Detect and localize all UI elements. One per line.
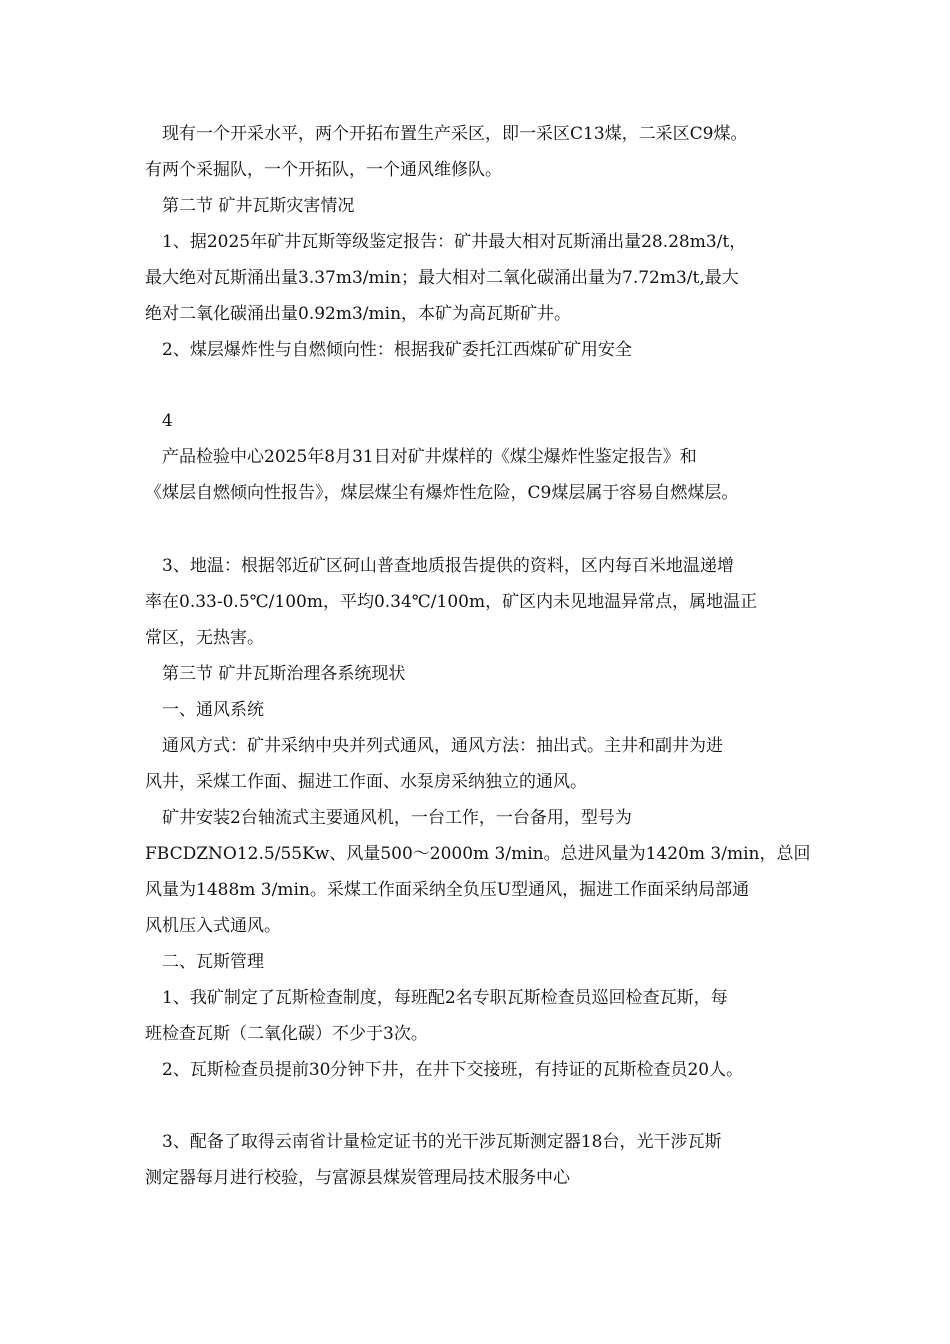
paragraph-line: 2、煤层爆炸性与自燃倾向性：根据我矿委托江西煤矿矿用安全 — [162, 340, 632, 360]
paragraph-line: 《煤层自燃倾向性报告》，煤层煤尘有爆炸性危险，C9煤层属于容易自燃煤层。 — [145, 483, 739, 503]
paragraph-line: 1、我矿制定了瓦斯检查制度，每班配2名专职瓦斯检查员巡回检查瓦斯，每 — [162, 988, 728, 1008]
paragraph-line: 班检查瓦斯（二氧化碳）不少于3次。 — [145, 1024, 428, 1044]
paragraph-line: 3、地温：根据邻近矿区砢山普查地质报告提供的资料，区内每百米地温递增 — [162, 556, 734, 576]
section-heading: 第二节 矿井瓦斯灾害情况 — [162, 196, 355, 216]
paragraph-line: 风机压入式通风。 — [145, 916, 281, 936]
section-heading: 第三节 矿井瓦斯治理各系统现状 — [162, 664, 406, 684]
subsection-heading: 二、瓦斯管理 — [162, 952, 264, 972]
paragraph-line: 测定器每月进行校验，与富源县煤炭管理局技术服务中心 — [145, 1168, 570, 1188]
paragraph-line: 率在0.33-0.5℃/100m，平均0.34℃/100m，矿区内未见地温异常点，属地温正 — [145, 592, 758, 612]
paragraph-line: 绝对二氧化碳涌出量0.92m3/min，本矿为高瓦斯矿井。 — [145, 304, 572, 324]
paragraph-line: 矿井安装2台轴流式主要通风机，一台工作，一台备用，型号为 — [162, 808, 632, 828]
paragraph-line: FBCDZNO12.5/55Kw、风量500～2000m 3/min。总进风量为1420m 3/min，总回 — [145, 844, 811, 864]
paragraph-line: 产品检验中心2025年8月31日对矿井煤样的《煤尘爆炸性鉴定报告》和 — [162, 447, 697, 467]
paragraph-line: 有两个采掘队，一个开拓队，一个通风维修队。 — [145, 160, 502, 180]
paragraph-line: 风量为1488m 3/min。采煤工作面采纳全负压U型通风，掘进工作面采纳局部通 — [145, 880, 750, 900]
paragraph-line: 常区，无热害。 — [145, 628, 264, 648]
paragraph-line: 现有一个开采水平，两个开拓布置生产采区，即一采区C13煤，二采区C9煤。 — [162, 124, 748, 144]
paragraph-line: 2、瓦斯检查员提前30分钟下井，在井下交接班，有持证的瓦斯检查员20人。 — [162, 1060, 744, 1080]
page-number: 4 — [162, 411, 173, 431]
paragraph-line: 3、配备了取得云南省计量检定证书的光干涉瓦斯测定器18台，光干涉瓦斯 — [162, 1132, 722, 1152]
paragraph-line: 1、据2025年矿井瓦斯等级鉴定报告：矿井最大相对瓦斯涌出量28.28m3/t， — [162, 232, 747, 252]
paragraph-line: 风井，采煤工作面、掘进工作面、水泵房采纳独立的通风。 — [145, 772, 587, 792]
paragraph-line: 通风方式：矿井采纳中央并列式通风，通风方法：抽出式。主井和副井为进 — [162, 736, 723, 756]
paragraph-line: 最大绝对瓦斯涌出量3.37m3/min；最大相对二氧化碳涌出量为7.72m3/t,最大 — [145, 268, 739, 288]
subsection-heading: 一、通风系统 — [162, 700, 264, 720]
